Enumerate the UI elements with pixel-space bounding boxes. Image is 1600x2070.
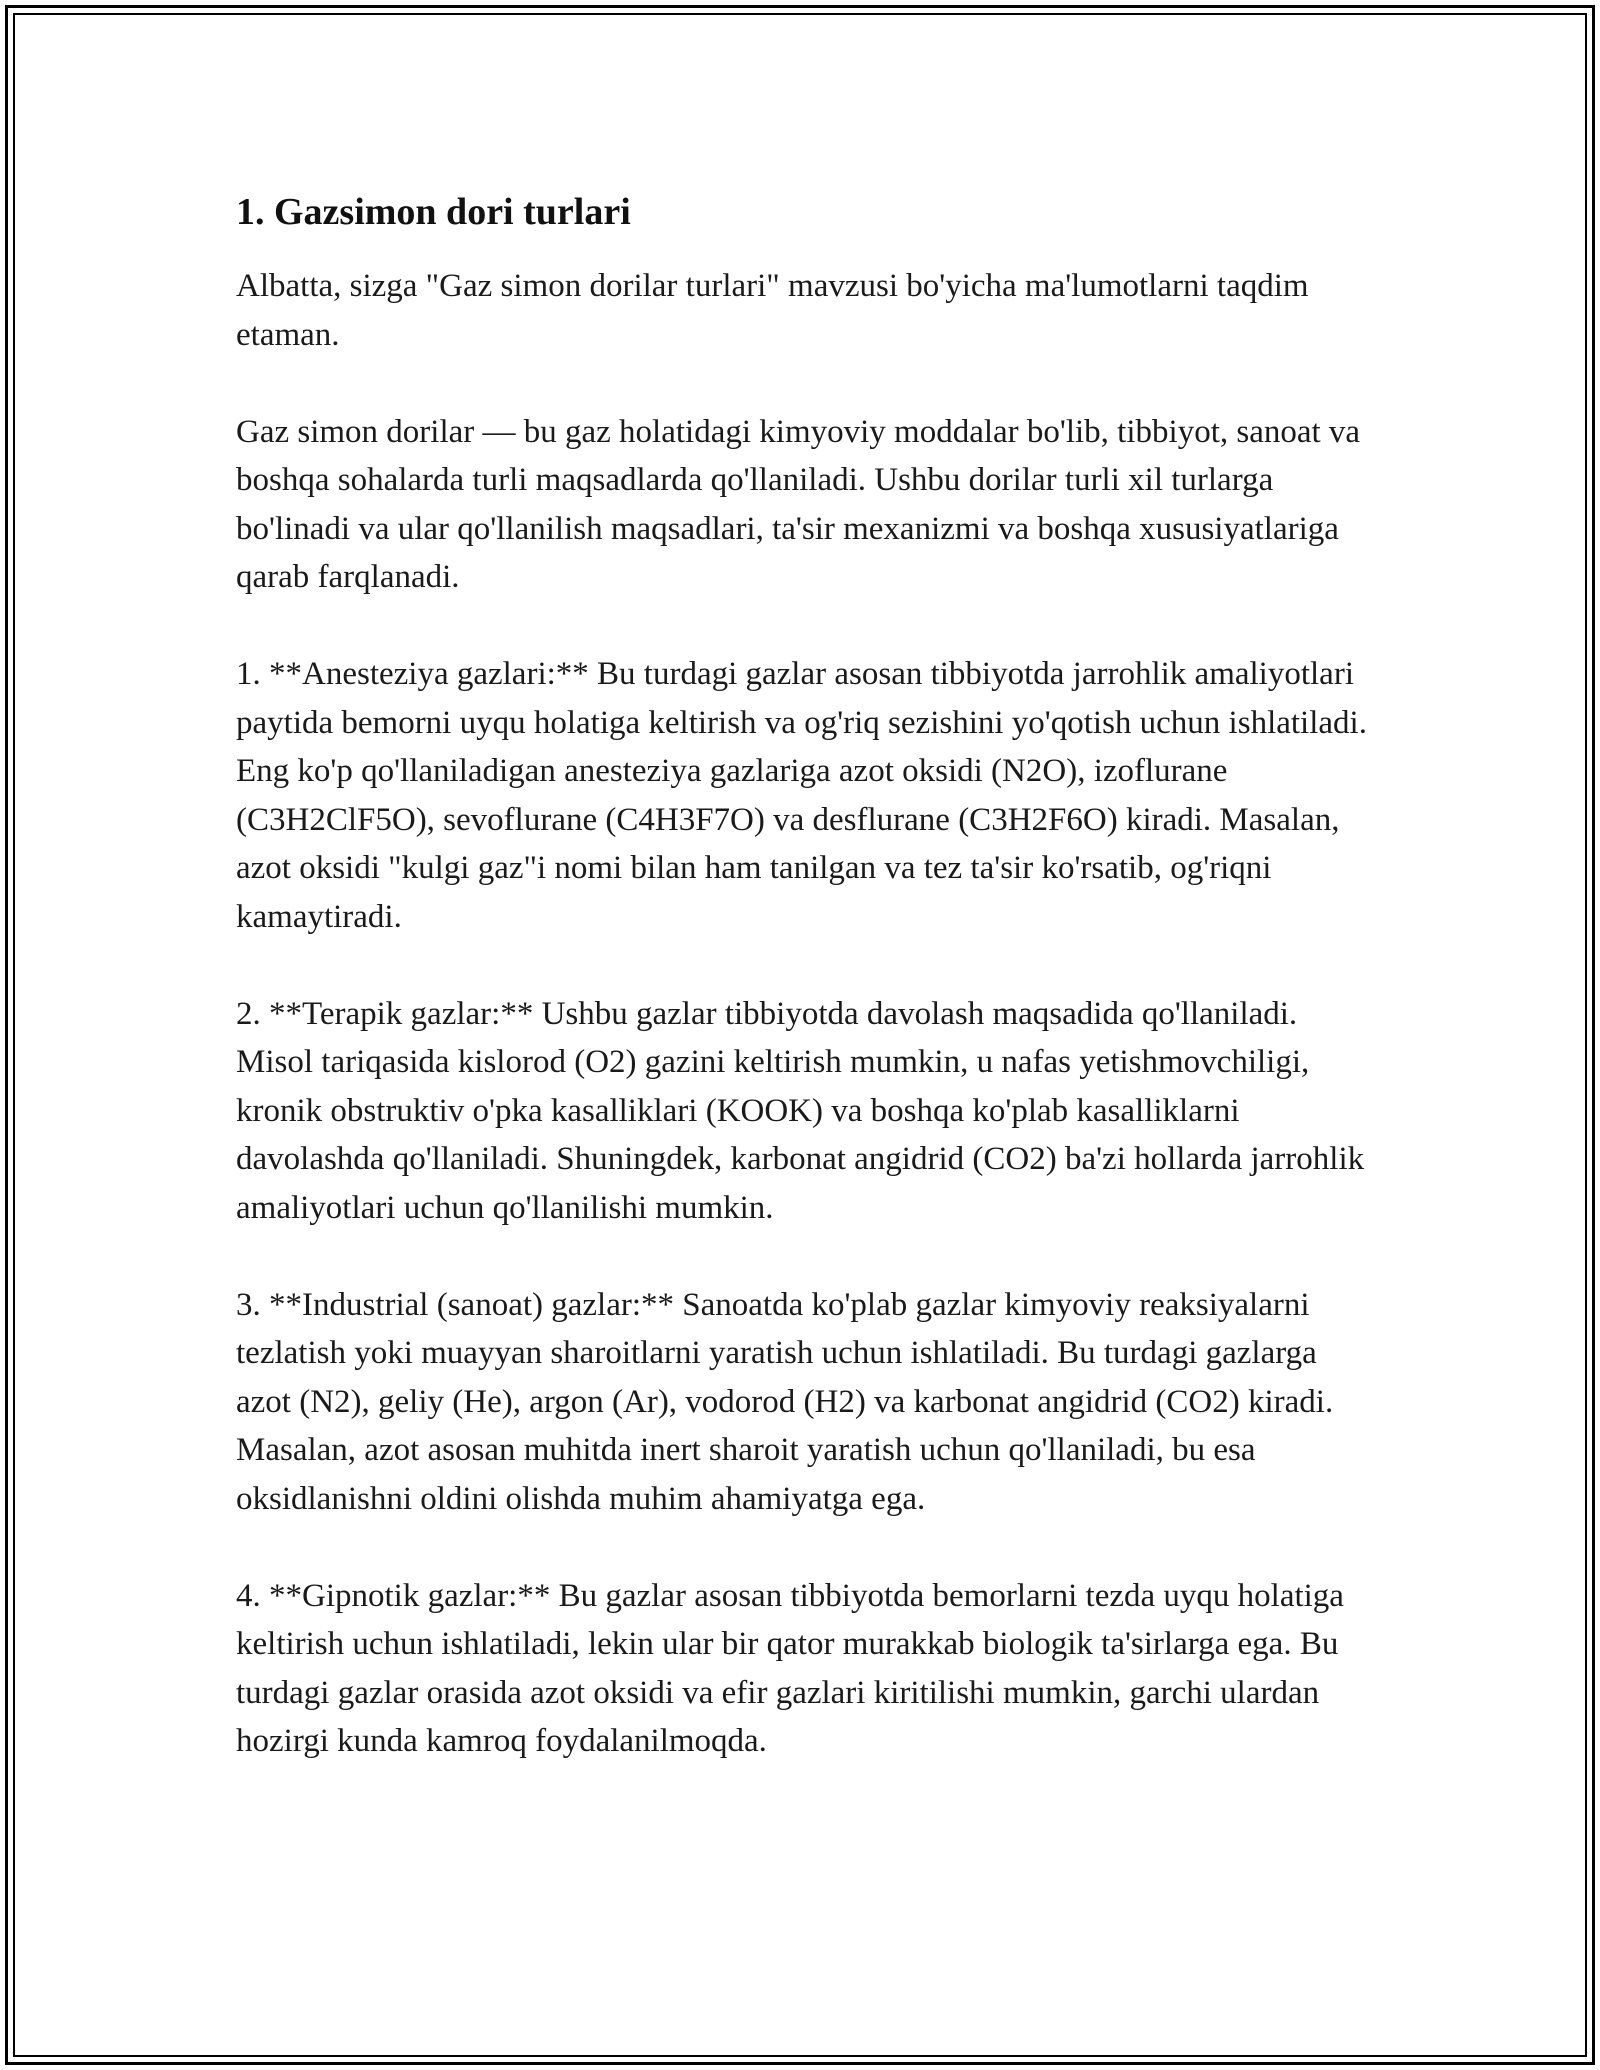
industrial-gases-paragraph: 3. **Industrial (sanoat) gazlar:** Sanoatda ko'plab gazlar kimyoviy reaksiyalarni tezlatish yoki muayyan sharoitlarni yaratish uchun ishlatiladi. Bu turdagi gazlarga azot (N2), geliy (He), argon (Ar), vodorod (H2) va karbonat angidrid (CO2) kiradi. Masalan, azot asosan muhitda inert sharoit yaratish uchun qo'llaniladi, bu esa oksidlanishni oldini olishda muhim ahamiyatga ega.	[236, 1286, 1334, 1517]
definition-paragraph: Gaz simon dorilar — bu gaz holatidagi kimyoviy moddalar bo'lib, tibbiyot, sanoat va boshqa sohalarda turli maqsadlarda qo'llaniladi. Ushbu dorilar turli xil turlarga bo'linadi va ular qo'llanilish maqsadlari, ta'sir mexanizmi va boshqa xususiyatlariga qarab farqlanadi.	[236, 413, 1361, 595]
document-content	[236, 188, 1376, 1766]
section-heading: 1. Gazsimon dori turlari	[236, 191, 631, 233]
therapeutic-gases-paragraph: 2. **Terapik gazlar:** Ushbu gazlar tibbiyotda davolash maqsadida qo'llaniladi. Misol tariqasida kislorod (O2) gazini keltirish mumkin, u nafas yetishmovchiligi, kronik obstruktiv o'pka kasalliklari (KOOK) va boshqa ko'plab kasalliklarni davolashda qo'llaniladi. Shuningdek, karbonat angidrid (CO2) ba'zi hollarda jarrohlik amaliyotlari uchun qo'llanilishi mumkin.	[236, 995, 1365, 1226]
anesthesia-gases-paragraph: 1. **Anesteziya gazlari:** Bu turdagi gazlar asosan tibbiyotda jarrohlik amaliyotlari paytida bemorni uyqu holatiga keltirish va og'riq sezishini yo'qotish uchun ishlatiladi. Eng ko'p qo'llaniladigan anesteziya gazlariga azot oksidi (N2O), izoflurane (C3H2ClF5O), sevoflurane (C4H3F7O) va desflurane (C3H2F6O) kiradi. Masalan, azot oksidi "kulgi gaz"i nomi bilan ham tanilgan va tez ta'sir ko'rsatib, og'riqni kamaytiradi.	[236, 656, 1367, 935]
intro-paragraph: Albatta, sizga "Gaz simon dorilar turlari" mavzusi bo'yicha ma'lumotlarni taqdim etaman.	[236, 268, 1309, 353]
hypnotic-gases-paragraph: 4. **Gipnotik gazlar:** Bu gazlar asosan tibbiyotda bemorlarni tezda uyqu holatiga keltirish uchun ishlatiladi, lekin ular bir qator murakkab biologik ta'sirlarga ega. Bu turdagi gazlar orasida azot oksidi va efir gazlari kiritilishi mumkin, garchi ulardan hozirgi kunda kamroq foydalanilmoqda.	[236, 1577, 1344, 1759]
